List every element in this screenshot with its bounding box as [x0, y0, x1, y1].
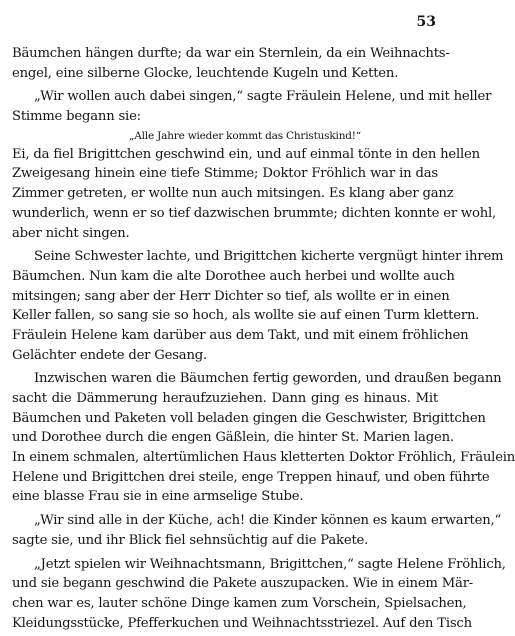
text-line: Fräulein Helene kam darüber aus dem Takt, und mit einem fröhlichen [12, 327, 469, 343]
text-line: engel, eine silberne Glocke, leuchtende Kugeln und Ketten. [12, 65, 399, 81]
text-line: und sie begann geschwind die Pakete auszupacken. Wie in einem Mär- [12, 576, 474, 592]
text-line: Bäumchen. Nun kam die alte Dorothee auch herbei und wollte auch [12, 268, 455, 284]
text-line: Gelächter endete der Gesang. [12, 347, 207, 363]
paragraph [12, 145, 497, 243]
paragraph [12, 511, 502, 550]
text-line: „Jetzt spielen wir Weihnachtsmann, Brigittchen,“ sagte Helene Fröhlich, [34, 556, 506, 572]
page-number: 53 [416, 14, 436, 30]
text-line: und Dorothee durch die engen Gäßlein, die hinter St. Marien lagen. [12, 430, 454, 446]
text-line: sacht die Dämmerung heraufzuziehen. Dann ging es hinaus. Mit [12, 391, 438, 406]
text-line: Inzwischen waren die Bäumchen fertig geworden, und draußen begann [34, 371, 502, 387]
text-line: aber nicht singen. [12, 225, 130, 241]
text-line: sagte sie, und ihr Blick fiel sehnsüchtig auf die Pakete. [12, 532, 369, 548]
text-line: Seine Schwester lachte, und Brigittchen kicherte vergnügt hinter ihrem [34, 249, 504, 265]
text-line: Bäumchen und Paketen voll beladen gingen die Geschwister, Brigittchen [12, 410, 486, 426]
text-line: Kleidungsstücke, Pfefferkuchen und Weihnachtsstriezel. Auf den Tisch [12, 615, 472, 631]
text-line: Helene und Brigittchen drei steile, enge Treppen hinauf, und oben führte [12, 469, 490, 485]
text-line: mitsingen; sang aber der Herr Dichter so tief, als wollte er in einen [12, 288, 450, 304]
text-line: eine blasse Frau sie in eine armselige Stube. [12, 489, 304, 505]
text-line: chen war es, lauter schöne Dinge kamen zum Vorschein, Spielsachen, [12, 595, 467, 611]
body-text [12, 44, 515, 633]
text-line: Ei, da fiel Brigittchen geschwind ein, und auf einmal tönte in den hellen [12, 146, 480, 162]
paragraph [12, 87, 492, 126]
text-line: Zimmer getreten, er wollte nun auch mitsingen. Es klang aber ganz [12, 186, 454, 202]
text-line: Bäumchen hängen durfte; da war ein Sternlein, da ein Weihnachts- [12, 46, 450, 61]
paragraph [12, 247, 504, 365]
text-line: wunderlich, wenn er so tief dazwischen brummte; dichten konnte er wohl, [12, 205, 497, 221]
text-line: „Wir sind alle in der Küche, ach! die Kinder können es kaum erwarten,“ [34, 513, 502, 529]
paragraph [12, 44, 450, 83]
text-line: Stimme begann sie: [12, 109, 141, 125]
paragraph [12, 555, 506, 634]
text-line: In einem schmalen, altertümlichen Haus kletterten Doktor Fröhlich, Fräulein [12, 450, 515, 466]
text-line: „Wir wollen auch dabei singen,“ sagte Fräulein Helene, und mit heller [34, 89, 492, 105]
text-line: Keller fallen, so sang sie so hoch, als wollte sie auf einen Turm klettern. [12, 308, 480, 324]
paragraph [12, 369, 515, 507]
text-line: Zweigesang hinein eine tiefe Stimme; Doktor Fröhlich war in das [12, 166, 438, 182]
song-quote: „Alle Jahre wieder kommt das Christuskind!“ [129, 129, 361, 142]
